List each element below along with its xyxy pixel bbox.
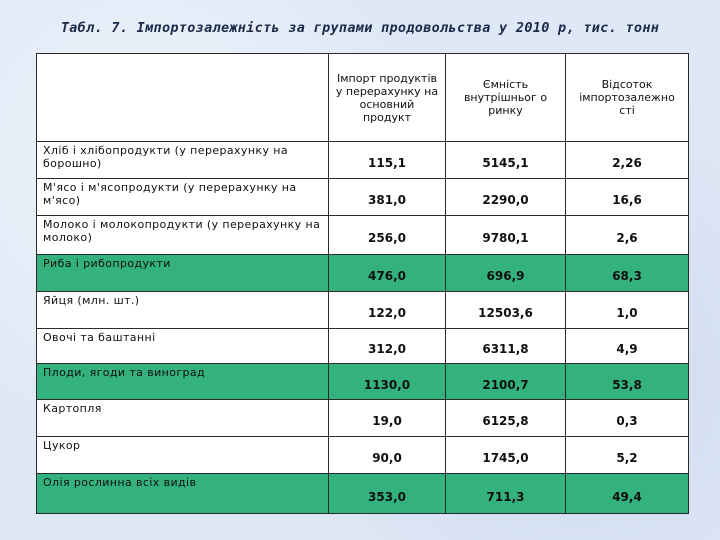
row-label: Риба і рибопродукти (37, 255, 329, 292)
import-value: 476,0 (329, 255, 446, 292)
header-empty-cell (37, 54, 329, 142)
table-row (37, 255, 689, 292)
import-dependency-table (36, 53, 689, 514)
import-value: 256,0 (329, 216, 446, 255)
import-value: 90,0 (329, 437, 446, 474)
capacity-value: 5145,1 (446, 142, 566, 179)
import-value: 381,0 (329, 179, 446, 216)
table-row (37, 437, 689, 474)
capacity-value: 711,3 (446, 474, 566, 514)
import-value: 122,0 (329, 292, 446, 329)
row-label: Овочі та баштанні (37, 329, 329, 364)
import-value: 353,0 (329, 474, 446, 514)
capacity-value: 9780,1 (446, 216, 566, 255)
header-import-dependency-percent: Відсоток імпортозалежно сті (566, 54, 689, 142)
table-row (37, 179, 689, 216)
capacity-value: 2290,0 (446, 179, 566, 216)
import-value: 115,1 (329, 142, 446, 179)
row-label: Хліб і хлібопродукти (у перерахунку на борошно) (37, 142, 329, 179)
percent-value: 16,6 (566, 179, 689, 216)
percent-value: 5,2 (566, 437, 689, 474)
header-market-capacity: Ємність внутрішньог о ринку (446, 54, 566, 142)
table-row (37, 400, 689, 437)
row-label: Цукор (37, 437, 329, 474)
table-title: Табл. 7. Імпортозалежність за групами продовольства у 2010 р, тис. тонн (60, 20, 660, 36)
table-row (37, 329, 689, 364)
percent-value: 68,3 (566, 255, 689, 292)
table-row (37, 142, 689, 179)
capacity-value: 6125,8 (446, 400, 566, 437)
header-import: Імпорт продуктів у перерахунку на основний продукт (329, 54, 446, 142)
capacity-value: 2100,7 (446, 364, 566, 400)
import-value: 1130,0 (329, 364, 446, 400)
row-label: Яйця (млн. шт.) (37, 292, 329, 329)
row-label: Картопля (37, 400, 329, 437)
row-label: Плоди, ягоди та виноград (37, 364, 329, 400)
capacity-value: 12503,6 (446, 292, 566, 329)
percent-value: 49,4 (566, 474, 689, 514)
percent-value: 2,26 (566, 142, 689, 179)
import-value: 19,0 (329, 400, 446, 437)
table-row (37, 474, 689, 514)
row-label: Молоко і молокопродукти (у перерахунку на молоко) (37, 216, 329, 255)
percent-value: 0,3 (566, 400, 689, 437)
row-label: М'ясо і м'ясопродукти (у перерахунку на м'ясо) (37, 179, 329, 216)
capacity-value: 6311,8 (446, 329, 566, 364)
capacity-value: 1745,0 (446, 437, 566, 474)
percent-value: 53,8 (566, 364, 689, 400)
row-label: Олія рослинна всіх видів (37, 474, 329, 514)
header-row (37, 54, 689, 142)
percent-value: 1,0 (566, 292, 689, 329)
capacity-value: 696,9 (446, 255, 566, 292)
percent-value: 4,9 (566, 329, 689, 364)
import-value: 312,0 (329, 329, 446, 364)
table-row (37, 216, 689, 255)
percent-value: 2,6 (566, 216, 689, 255)
table-row (37, 292, 689, 329)
table-row (37, 364, 689, 400)
